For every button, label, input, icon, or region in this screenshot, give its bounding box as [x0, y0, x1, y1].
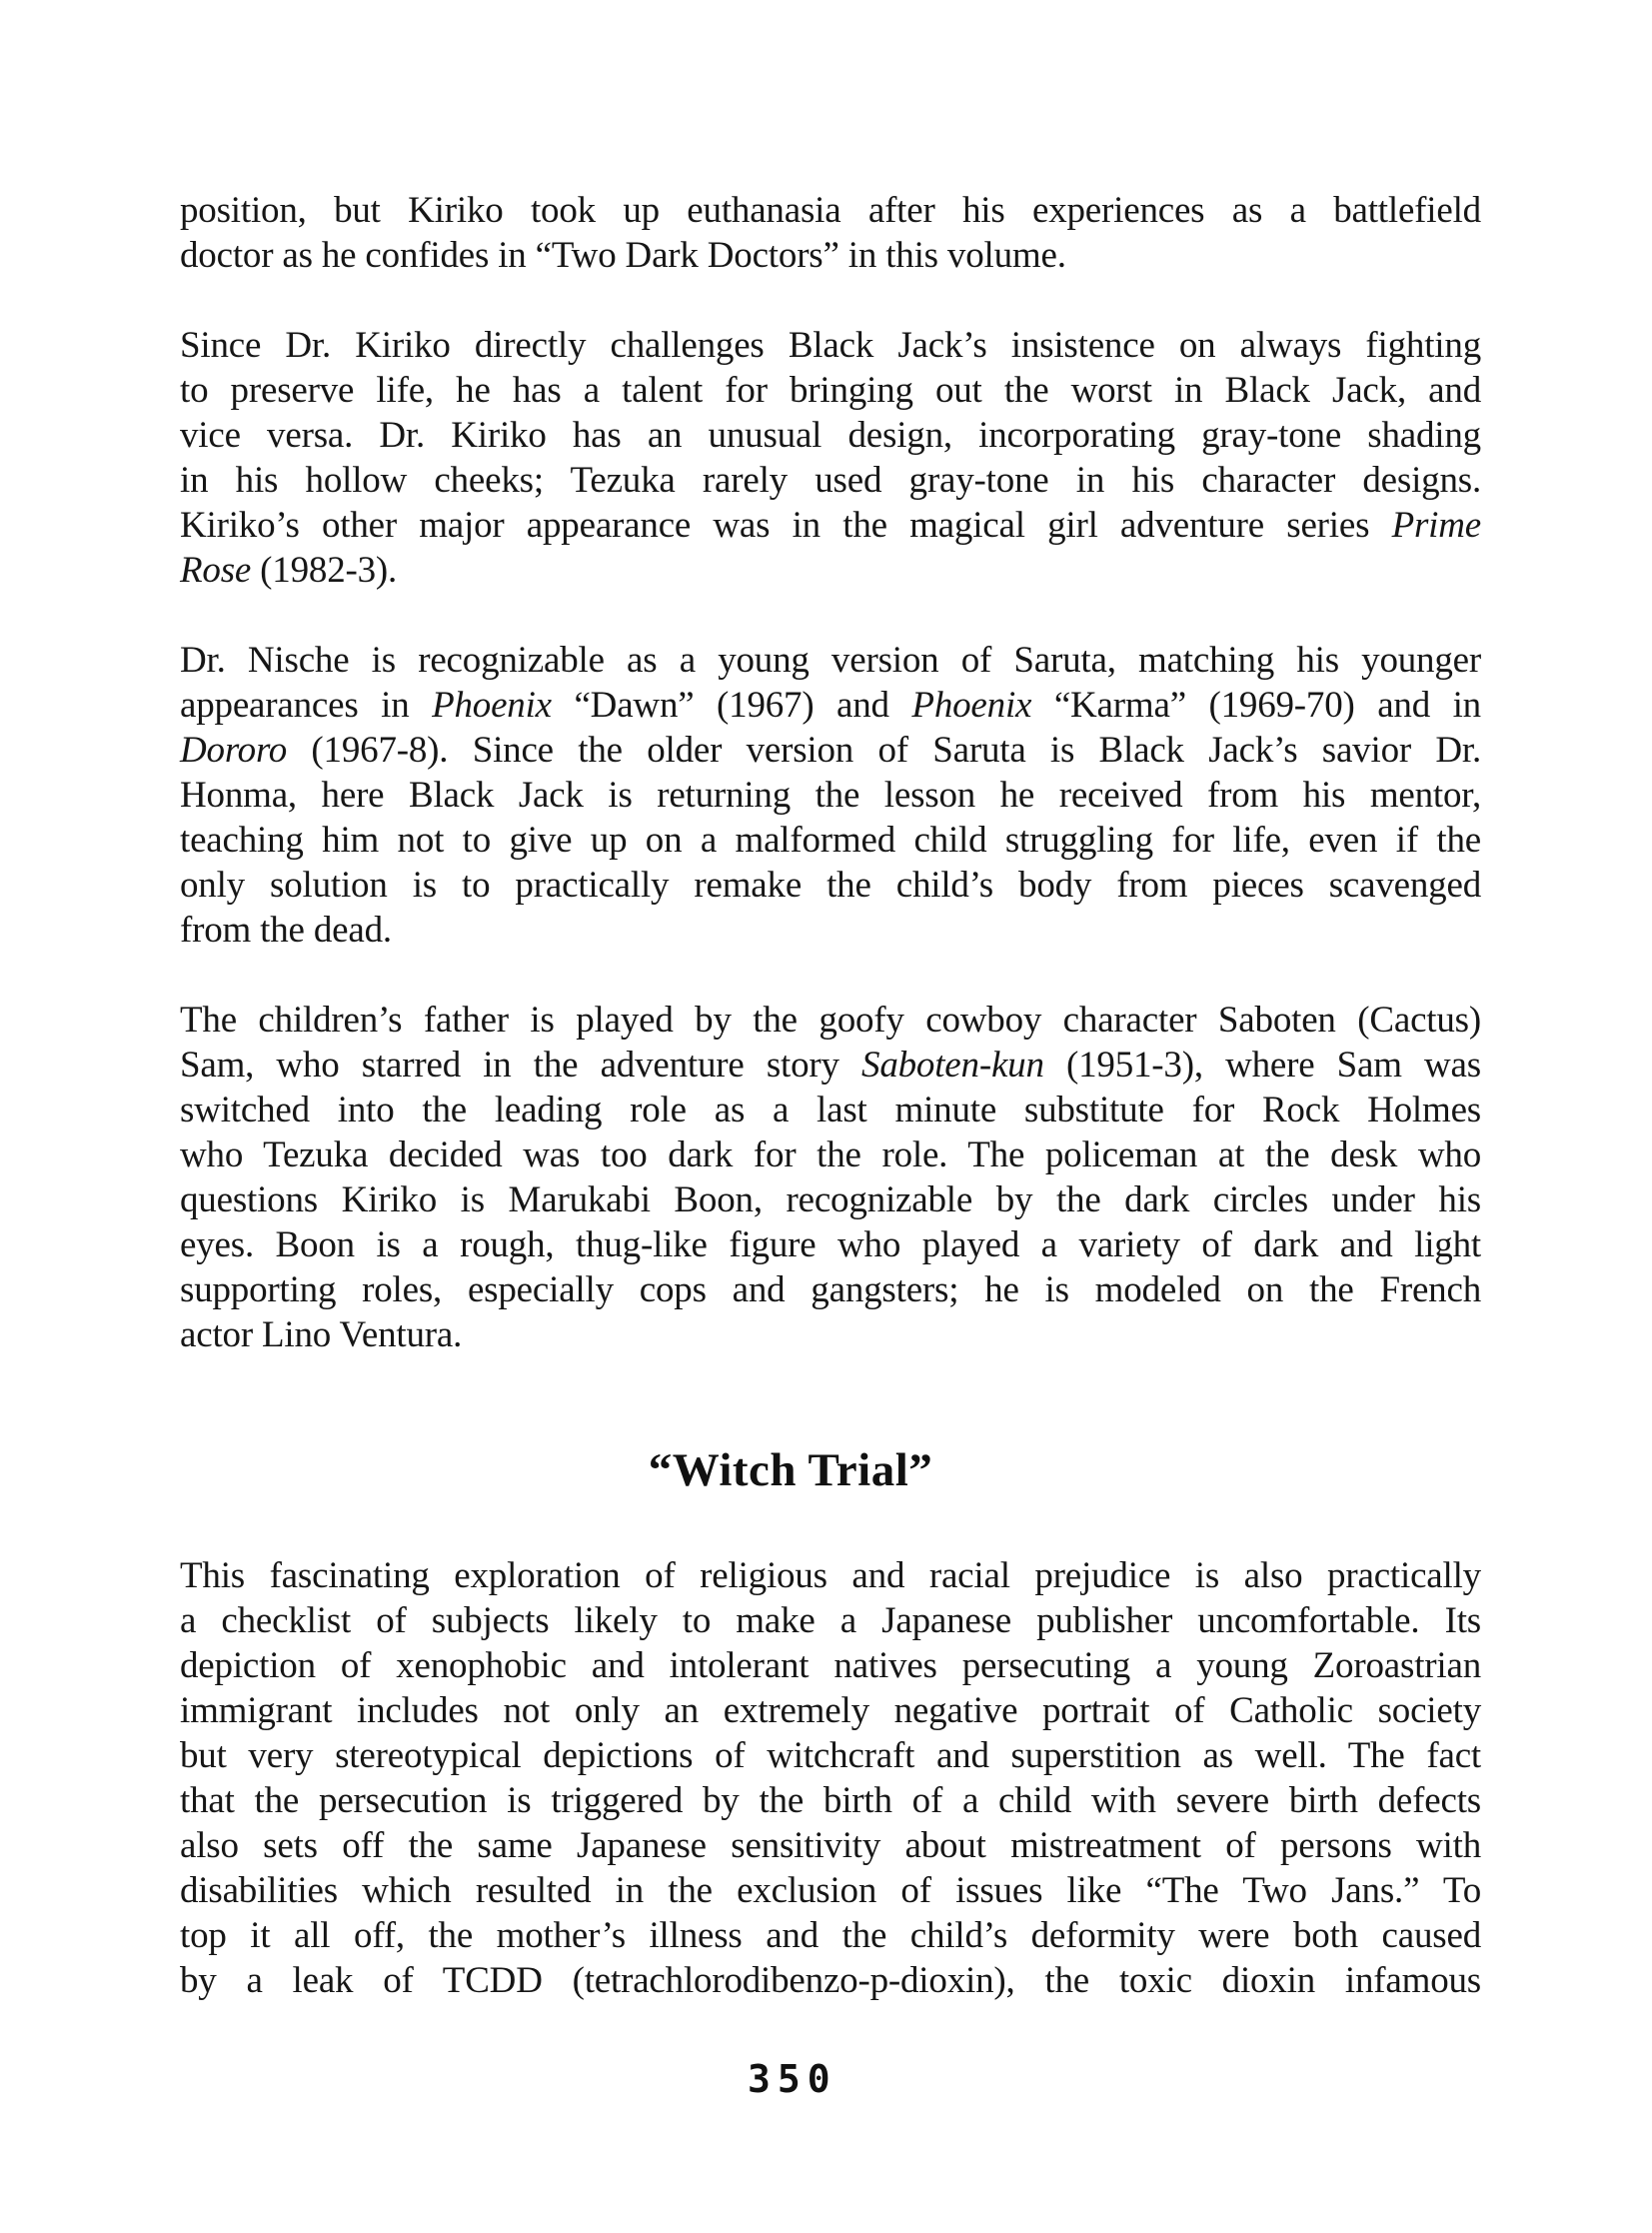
- text-line: top it all off, the mother’s illness and the child’s deformity were both caused: [180, 1915, 1481, 1956]
- text-line: actor Lino Ventura.: [180, 1314, 463, 1355]
- paragraph: [180, 638, 1481, 953]
- page-number: 350: [748, 2057, 837, 2101]
- paragraph: [180, 188, 1481, 278]
- text-line: a checklist of subjects likely to make a Japanese publisher uncomfortable. Its: [180, 1600, 1481, 1641]
- text-line: Sam, who starred in the adventure story Saboten-kun (1951-3), where Sam was: [180, 1045, 1481, 1086]
- text-line: Dr. Nische is recognizable as a young version of Saruta, matching his younger: [180, 640, 1481, 681]
- text-line: This fascinating exploration of religious and racial prejudice is also practically: [180, 1555, 1481, 1596]
- text-line: Kiriko’s other major appearance was in the magical girl adventure series Prime: [180, 505, 1481, 546]
- text-line: position, but Kiriko took up euthanasia after his experiences as a battlefield: [180, 190, 1481, 231]
- text-line: in his hollow cheeks; Tezuka rarely used gray-tone in his character designs.: [180, 460, 1481, 501]
- paragraph: [180, 1553, 1481, 2003]
- text-line: questions Kiriko is Marukabi Boon, recognizable by the dark circles under his: [180, 1179, 1481, 1220]
- paragraph: [180, 323, 1481, 593]
- section-body-top: [180, 188, 1481, 1357]
- text-line: Honma, here Black Jack is returning the lesson he received from his mentor,: [180, 775, 1481, 816]
- text-line: The children’s father is played by the goofy cowboy character Saboten (Cactus): [180, 1000, 1481, 1041]
- section-heading: “Witch Trial”: [648, 1444, 933, 1496]
- text-line: disabilities which resulted in the exclusion of issues like “The Two Jans.” To: [180, 1870, 1481, 1911]
- text-column: [180, 188, 1481, 2048]
- text-line: who Tezuka decided was too dark for the role. The policeman at the desk who: [180, 1134, 1481, 1175]
- text-line: Rose (1982-3).: [180, 550, 398, 591]
- text-line: depiction of xenophobic and intolerant natives persecuting a young Zoroastrian: [180, 1645, 1481, 1686]
- paragraph: [180, 998, 1481, 1357]
- text-line: also sets off the same Japanese sensitivity about mistreatment of persons with: [180, 1825, 1481, 1866]
- text-line: switched into the leading role as a last minute substitute for Rock Holmes: [180, 1090, 1481, 1130]
- text-line: appearances in Phoenix “Dawn” (1967) and Phoenix “Karma” (1969-70) and in: [180, 685, 1481, 726]
- text-line: that the persecution is triggered by the birth of a child with severe birth defects: [180, 1780, 1481, 1821]
- text-line: doctor as he confides in “Two Dark Doctors” in this volume.: [180, 235, 1066, 276]
- text-line: vice versa. Dr. Kiriko has an unusual design, incorporating gray-tone shading: [180, 415, 1481, 456]
- text-line: Dororo (1967-8). Since the older version of Saruta is Black Jack’s savior Dr.: [180, 730, 1481, 771]
- text-line: to preserve life, he has a talent for bringing out the worst in Black Jack, and: [180, 370, 1481, 411]
- text-line: eyes. Boon is a rough, thug-like figure who played a variety of dark and light: [180, 1224, 1481, 1265]
- text-line: supporting roles, especially cops and gangsters; he is modeled on the French: [180, 1269, 1481, 1310]
- section-body-bottom: [180, 1553, 1481, 2003]
- text-line: but very stereotypical depictions of witchcraft and superstition as well. The fact: [180, 1735, 1481, 1776]
- text-line: teaching him not to give up on a malformed child struggling for life, even if the: [180, 820, 1481, 861]
- text-line: only solution is to practically remake the child’s body from pieces scavenged: [180, 865, 1481, 906]
- text-line: immigrant includes not only an extremely negative portrait of Catholic society: [180, 1690, 1481, 1731]
- text-line: by a leak of TCDD (tetrachlorodibenzo-p-dioxin), the toxic dioxin infamous: [180, 1960, 1481, 2001]
- text-line: from the dead.: [180, 910, 392, 951]
- text-line: Since Dr. Kiriko directly challenges Black Jack’s insistence on always fighting: [180, 325, 1481, 366]
